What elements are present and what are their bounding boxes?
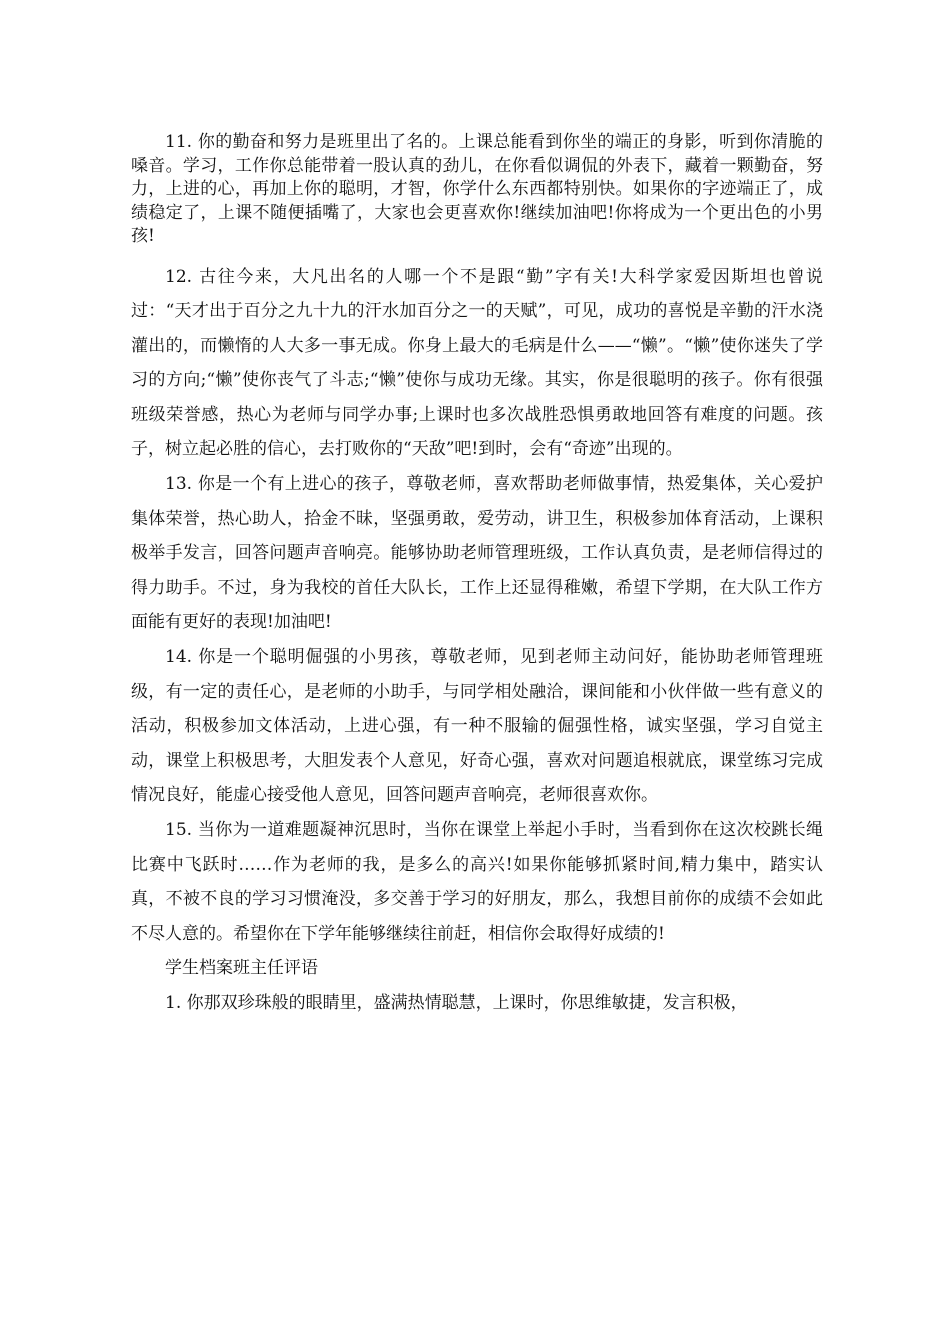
comment-paragraph-1: 1. 你那双珍珠般的眼睛里，盛满热情聪慧，上课时，你思维敏捷，发言积极，: [165, 992, 748, 1013]
comment-paragraph-11: 11. 你的勤奋和努力是班里出了名的。上课总能看到你坐的端正的身影，听到你清脆的嗓音。学习，工作你总能带着一股认真的劲儿，在你看似调侃的外表下，藏着一颗勤奋，努力，上进的心，再加上你的聪明，才智，你学什么东西都特别快。如果你的字迹端正了，成绩稳定了，上课不随便插嘴了，大家也会更喜欢你!继续加油吧!你将成为一个更出色的小男孩!: [131, 132, 823, 246]
comment-paragraph-15: 15. 当你为一道难题凝神沉思时，当你在课堂上举起小手时，当看到你在这次校跳长绳比赛中飞跃时……作为老师的我，是多么的高兴!如果你能够抓紧时间,精力集中，踏实认真，不被不良的学习习惯淹没，多交善于学习的好朋友，那么，我想目前你的成绩不会如此不尽人意的。希望你在下学年能够继续往前赶，相信你会取得好成绩的!: [131, 820, 823, 944]
comment-paragraph-13: 13. 你是一个有上进心的孩子，尊敬老师，喜欢帮助老师做事情，热爱集体，关心爱护集体荣誉，热心助人，拾金不昧，坚强勇敢，爱劳动，讲卫生，积极参加体育活动，上课积极举手发言，回答问题声音响亮。能够协助老师管理班级，工作认真负责，是老师信得过的得力助手。不过，身为我校的首任大队长，工作上还显得稚嫩，希望下学期，在大队工作方面能有更好的表现!加油吧!: [131, 474, 823, 633]
document-body: [131, 131, 823, 1021]
section-heading: 学生档案班主任评语: [165, 958, 318, 979]
comment-paragraph-12: 12. 古往今来，大凡出名的人哪一个不是跟“勤”字有关!大科学家爱因斯坦也曾说过：“天才出于百分之九十九的汗水加百分之一的天赋”，可见，成功的喜悦是辛勤的汗水浇灌出的，而懒惰的人大多一事无成。你身上最大的毛病是什么——“懒”。“懒”使你迷失了学习的方向;“懒”使你丧气了斗志;“懒”使你与成功无缘。其实，你是很聪明的孩子。你有很强班级荣誉感，热心为老师与同学办事;上课时也多次战胜恐惧勇敢地回答有难度的问题。孩子，树立起必胜的信心，去打败你的“天敌”吧!到时，会有“奇迹”出现的。: [131, 266, 823, 460]
comment-paragraph-14: 14. 你是一个聪明倔强的小男孩，尊敬老师，见到老师主动问好，能协助老师管理班级，有一定的责任心，是老师的小助手，与同学相处融洽，课间能和小伙伴做一些有意义的活动，积极参加文体活动，上进心强，有一种不服输的倔强性格，诚实坚强，学习自觉主动，课堂上积极思考，大胆发表个人意见，好奇心强，喜欢对问题追根就底，课堂练习完成情况良好，能虚心接受他人意见，回答问题声音响亮，老师很喜欢你。: [131, 647, 823, 806]
